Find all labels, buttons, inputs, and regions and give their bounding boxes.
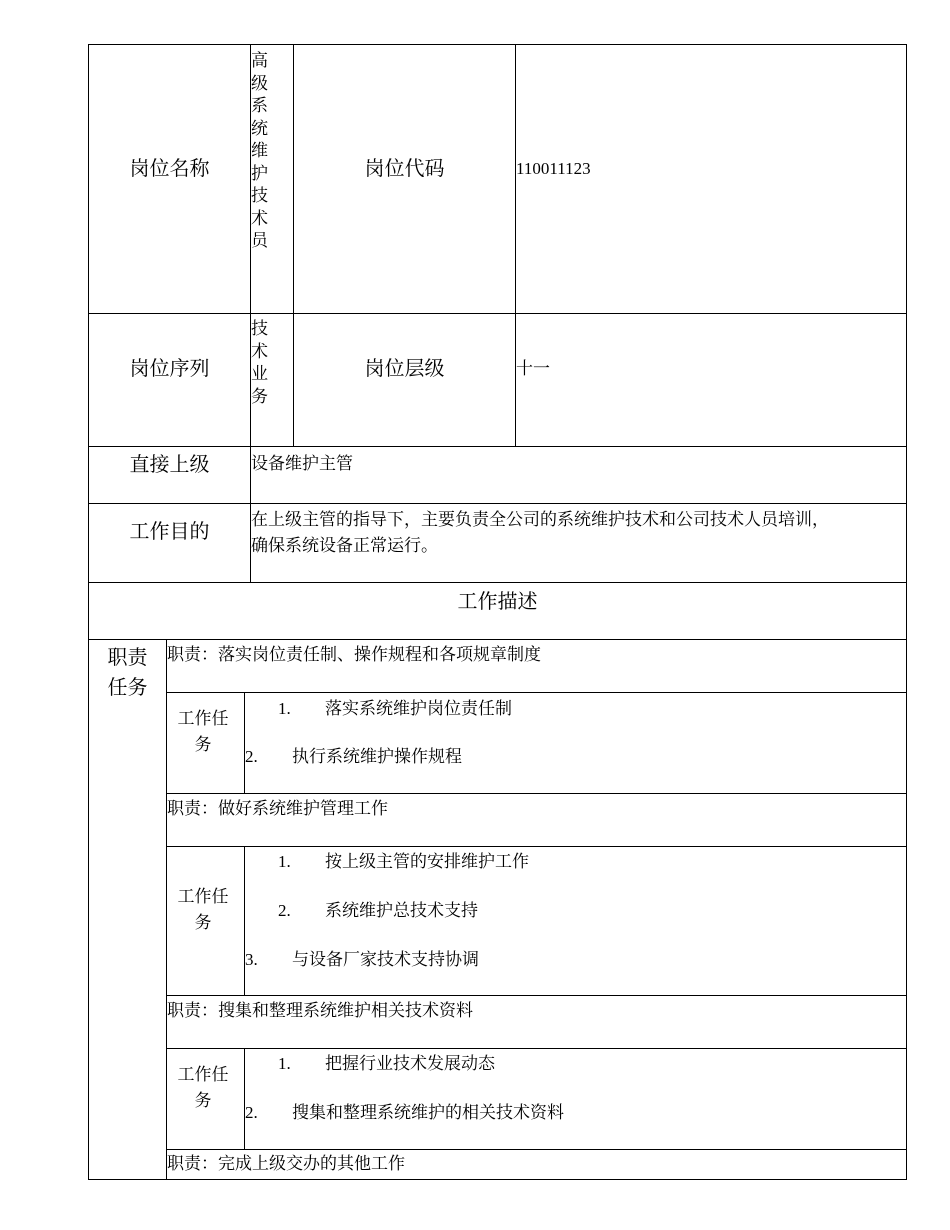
task-number: 3. bbox=[245, 950, 258, 969]
post-code-value-cell bbox=[515, 44, 907, 314]
post-name-label-cell bbox=[88, 44, 251, 314]
duty-title-cell bbox=[166, 1149, 907, 1180]
post-name-value: 高级系统维护技术员 bbox=[251, 51, 268, 250]
post-series-value-cell bbox=[250, 313, 294, 447]
task-label-cell bbox=[166, 692, 245, 794]
post-name-label: 岗位名称 bbox=[129, 158, 210, 180]
task-number: 1. bbox=[278, 699, 291, 718]
post-level-value-cell bbox=[515, 313, 907, 447]
task-label-line-2: 务 bbox=[194, 1091, 212, 1110]
task-list-cell bbox=[244, 1048, 907, 1150]
task-text: 搜集和整理系统维护的相关技术资料 bbox=[292, 1103, 564, 1122]
purpose-line-2: 确保系统设备正常运行。 bbox=[251, 536, 438, 555]
duties-label-line-1: 职责 bbox=[107, 647, 148, 669]
superior-label-cell bbox=[88, 446, 251, 504]
task-label-line-2: 务 bbox=[194, 735, 212, 754]
post-series-label-cell bbox=[88, 313, 251, 447]
purpose-line-1: 在上级主管的指导下，主要负责全公司的系统维护技术和公司技术人员培训， bbox=[251, 510, 829, 529]
post-name-value-cell bbox=[250, 44, 294, 314]
post-series-label: 岗位序列 bbox=[129, 358, 210, 380]
duty-title-cell bbox=[166, 793, 907, 847]
description-title: 工作描述 bbox=[457, 591, 538, 613]
task-label-line-1: 工作任 bbox=[177, 1065, 229, 1084]
task-text: 与设备厂家技术支持协调 bbox=[292, 950, 479, 969]
duty-title-cell bbox=[166, 639, 907, 693]
task-label-line-1: 工作任 bbox=[177, 709, 229, 728]
post-code-label: 岗位代码 bbox=[364, 158, 445, 180]
duty-title: 职责：完成上级交办的其他工作 bbox=[167, 1154, 405, 1173]
task-list-cell bbox=[244, 692, 907, 794]
task-number: 1. bbox=[278, 852, 291, 871]
duty-title-cell bbox=[166, 995, 907, 1049]
task-text: 执行系统维护操作规程 bbox=[292, 747, 462, 766]
task-label-cell bbox=[166, 1048, 245, 1150]
duty-title: 职责：做好系统维护管理工作 bbox=[167, 799, 388, 818]
purpose-label: 工作目的 bbox=[129, 521, 210, 543]
duties-label-line-2: 任务 bbox=[107, 677, 148, 699]
purpose-value-cell bbox=[250, 503, 907, 583]
duty-title: 职责：搜集和整理系统维护相关技术资料 bbox=[167, 1001, 473, 1020]
task-number: 1. bbox=[278, 1054, 291, 1073]
post-level-value: 十一 bbox=[516, 359, 550, 378]
task-label-cell bbox=[166, 846, 245, 996]
duties-label-cell bbox=[88, 639, 167, 1180]
superior-value-cell bbox=[250, 446, 907, 504]
post-code-value: 110011123 bbox=[516, 159, 591, 178]
post-level-label: 岗位层级 bbox=[364, 358, 445, 380]
task-text: 系统维护总技术支持 bbox=[325, 901, 478, 920]
superior-value: 设备维护主管 bbox=[251, 454, 353, 473]
description-title-cell bbox=[88, 582, 907, 640]
task-text: 把握行业技术发展动态 bbox=[325, 1054, 495, 1073]
post-code-label-cell bbox=[293, 44, 516, 314]
task-number: 2. bbox=[245, 1103, 258, 1122]
purpose-label-cell bbox=[88, 503, 251, 583]
task-label-line-2: 务 bbox=[194, 913, 212, 932]
task-number: 2. bbox=[278, 901, 291, 920]
superior-label: 直接上级 bbox=[129, 454, 210, 476]
task-label-line-1: 工作任 bbox=[177, 887, 229, 906]
task-list-cell bbox=[244, 846, 907, 996]
task-number: 2. bbox=[245, 747, 258, 766]
post-series-value: 技术业务 bbox=[251, 319, 268, 406]
post-level-label-cell bbox=[293, 313, 516, 447]
duty-title: 职责：落实岗位责任制、操作规程和各项规章制度 bbox=[167, 645, 541, 664]
task-text: 落实系统维护岗位责任制 bbox=[325, 699, 512, 718]
task-text: 按上级主管的安排维护工作 bbox=[325, 852, 529, 871]
